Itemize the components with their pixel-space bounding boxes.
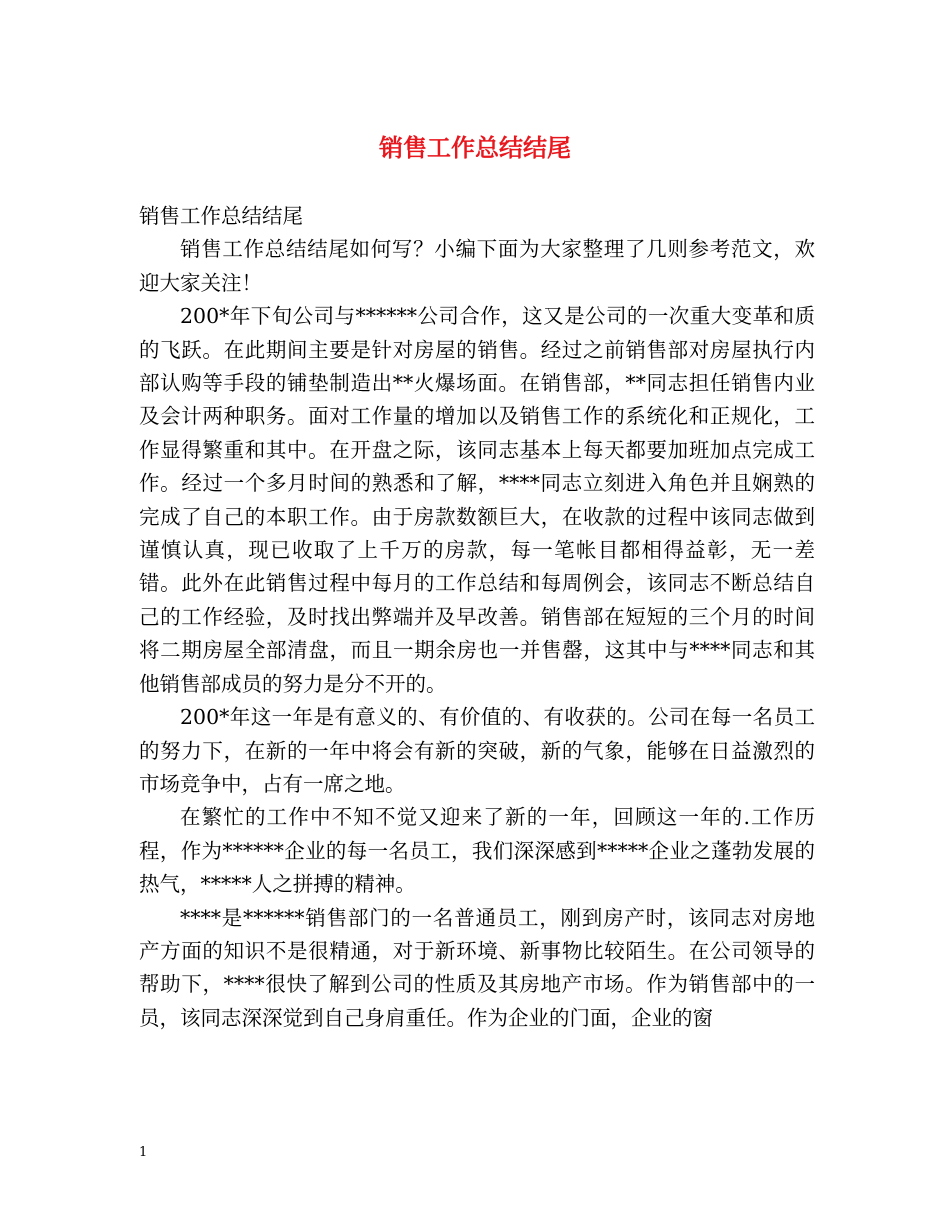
- paragraph-review: 在繁忙的工作中不知不觉又迎来了新的一年，回顾这一年的.工作历程，作为******企业的每一名员工，我们深深感到*****企业之蓬勃发展的热气，*****人之拼搏的精神。: [139, 805, 815, 897]
- document-title: 销售工作总结结尾: [379, 133, 571, 162]
- paragraph-employee: ****是******销售部门的一名普通员工，刚到房产时，该同志对房地产方面的知识不是很精通，对于新环境、新事物比较陌生。在公司领导的帮助下，****很快了解到公司的性质及其房地产市场。作为销售部中的一员，该同志深深觉到自己身肩重任。作为企业的门面，企业的窗: [139, 905, 815, 1030]
- document-body: [139, 200, 815, 1035]
- paragraph-intro: 销售工作总结结尾如何写？小编下面为大家整理了几则参考范文，欢迎大家关注！: [139, 237, 815, 295]
- paragraph-cooperation: 200*年下旬公司与******公司合作，这又是公司的一次重大变革和质的飞跃。在此期间主要是针对房屋的销售。经过之前销售部对房屋执行内部认购等手段的铺垫制造出**火爆场面。在销售部，**同志担任销售内业及会计两种职务。面对工作量的增加以及销售工作的系统化和正规化，工作显得繁重和其中。在开盘之际，该同志基本上每天都要加班加点完成工作。经过一个多月时间的熟悉和了解，****同志立刻进入角色并且娴熟的完成了自己的本职工作。由于房款数额巨大，在收款的过程中该同志做到谨慎认真，现已收取了上千万的房款，每一笔帐目都相得益彰，无一差错。此外在此销售过程中每月的工作总结和每周例会，该同志不断总结自己的工作经验，及时找出弊端并及早改善。销售部在短短的三个月的时间将二期房屋全部清盘，而且一期余房也一并售罄，这其中与****同志和其他销售部成员的努力是分不开的。: [139, 304, 815, 696]
- paragraph-year-summary: 200*年这一年是有意义的、有价值的、有收获的。公司在每一名员工的努力下，在新的一年中将会有新的突破，新的气象，能够在日益激烈的市场竞争中，占有一席之地。: [139, 705, 815, 796]
- document-subtitle: 销售工作总结结尾: [139, 204, 303, 228]
- page-number: 1: [139, 1145, 148, 1160]
